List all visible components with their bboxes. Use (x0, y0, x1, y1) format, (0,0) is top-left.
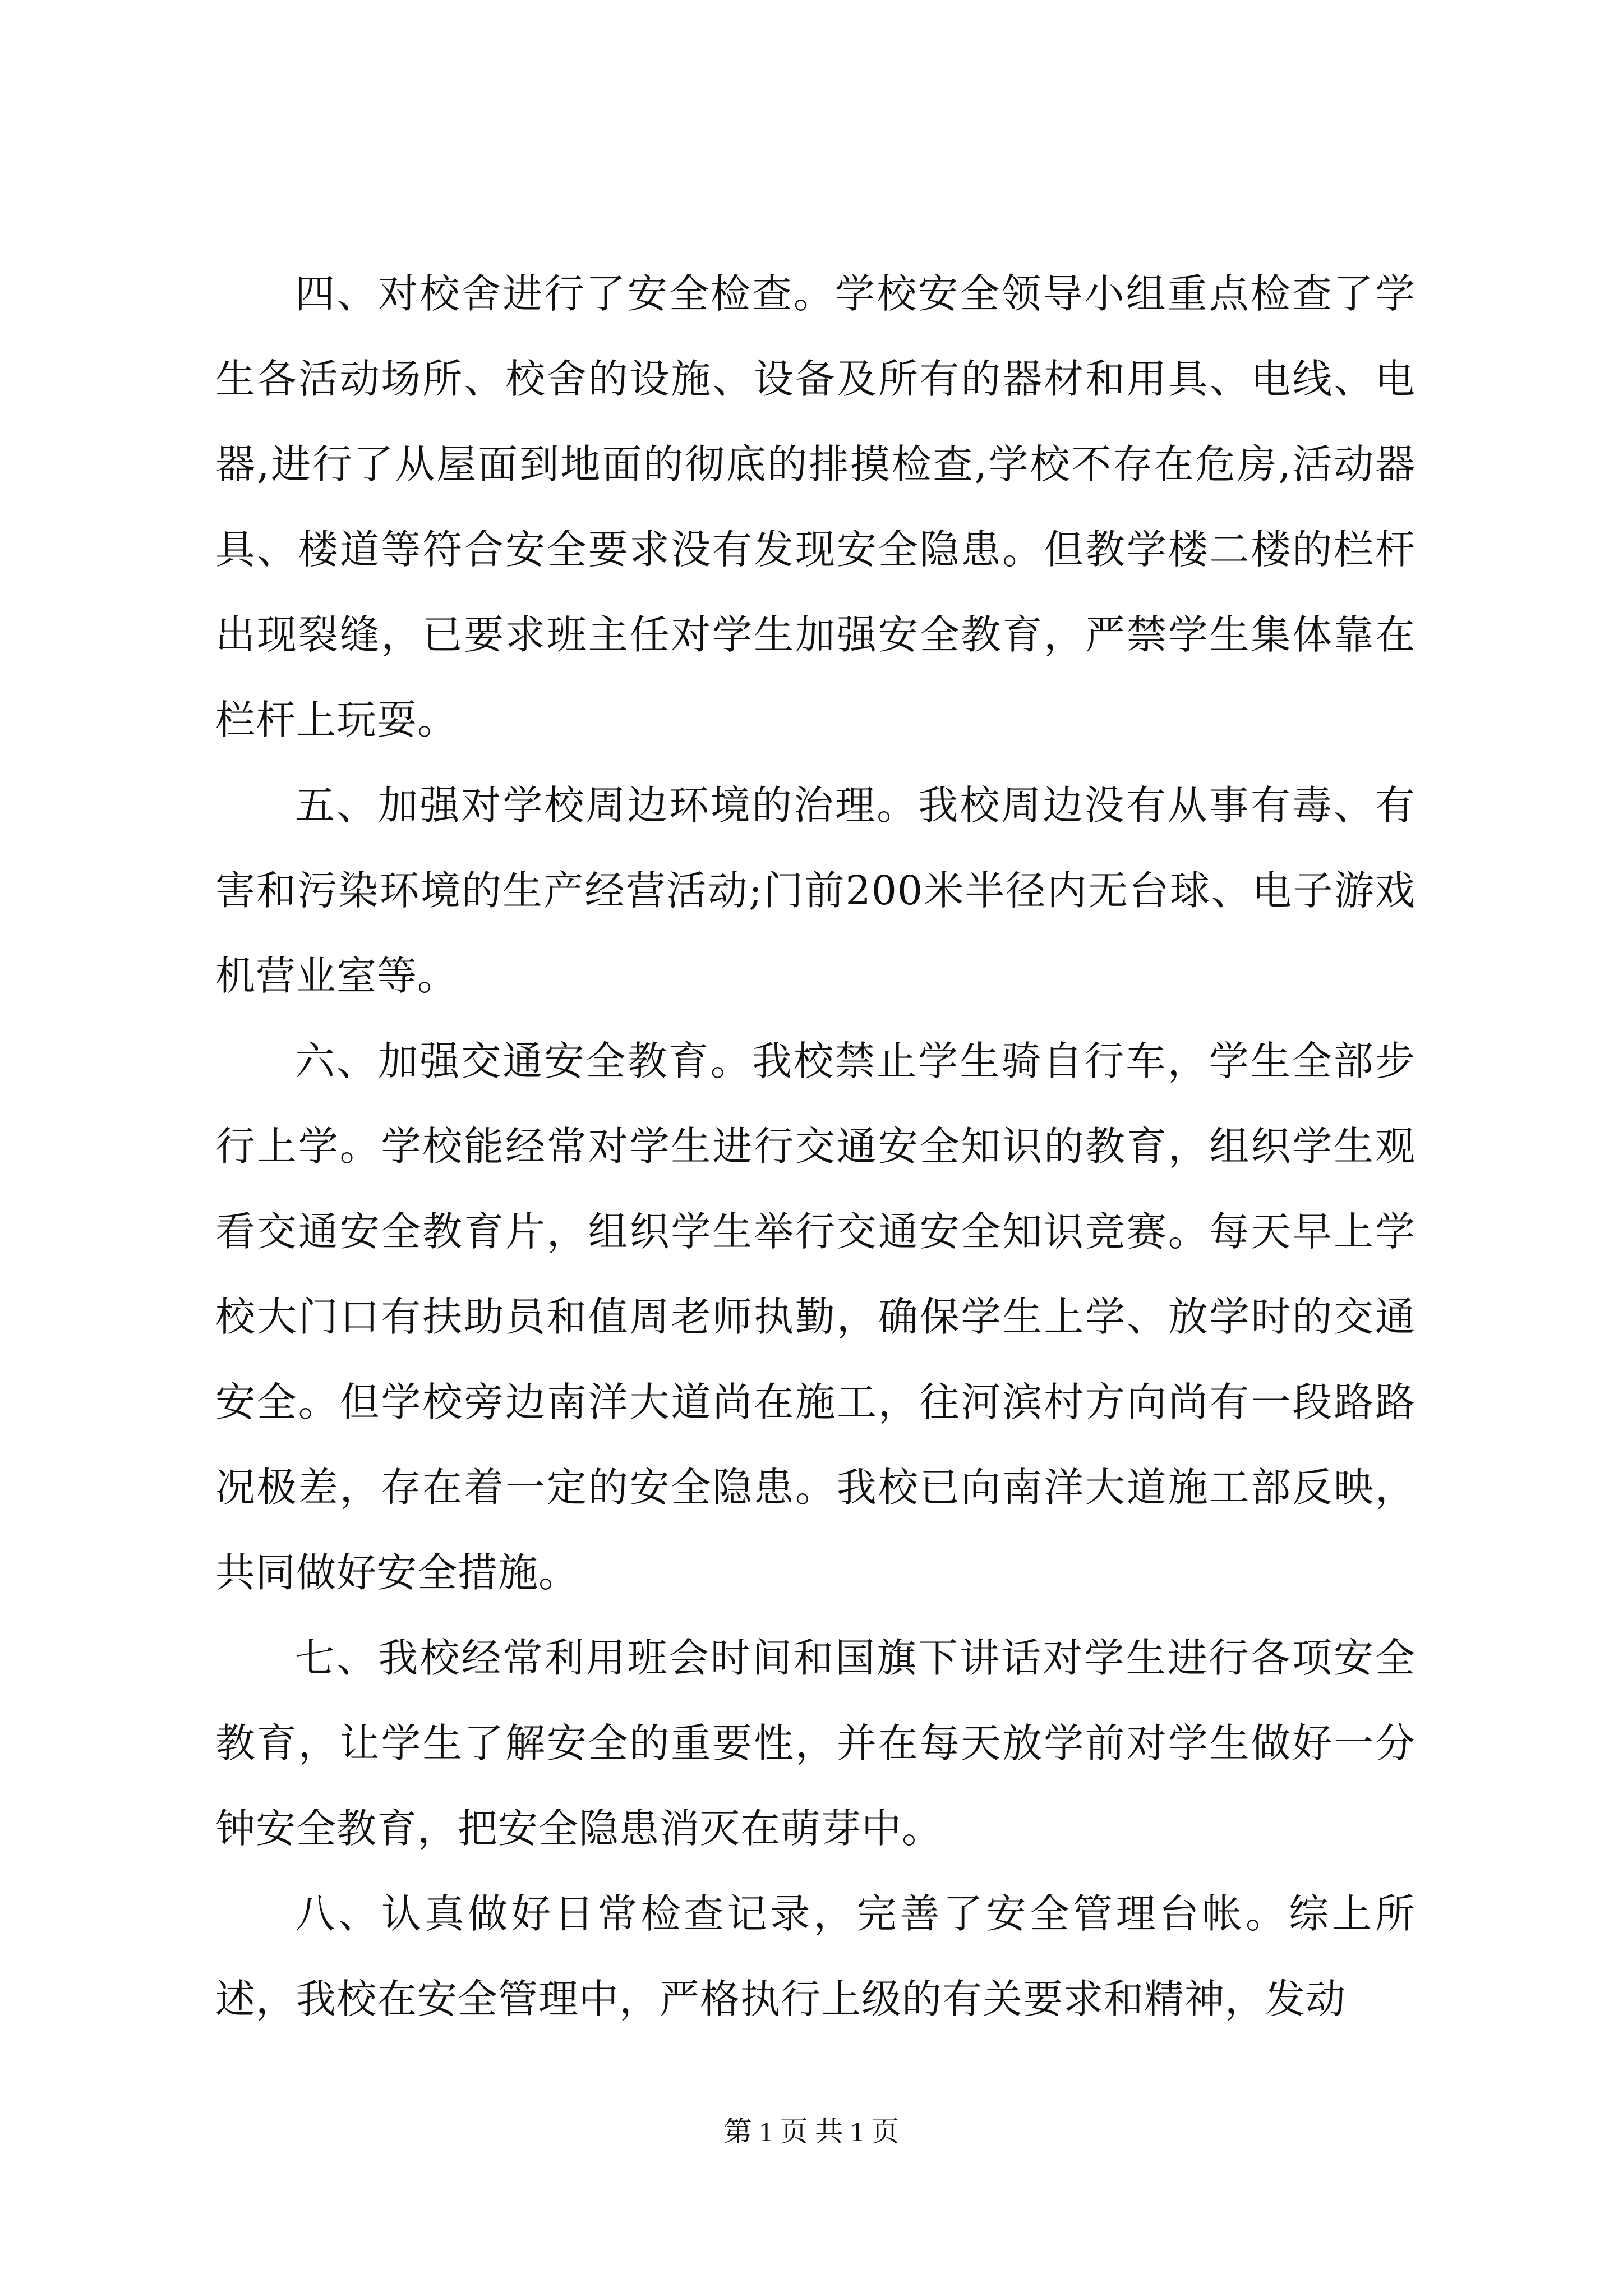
paragraph-section-6: 六、加强交通安全教育。我校禁止学生骑自行车，学生全部步行上学。学校能经常对学生进行交通安全知识的教育，组织学生观看交通安全教育片，组织学生举行交通安全知识竞赛。每天早上学校大门口有扶助员和值周老师执勤，确保学生上学、放学时的交通安全。但学校旁边南洋大道尚在施工，往河滨村方向尚有一段路路况极差，存在着一定的安全隐患。我校已向南洋大道施工部反映，共同做好安全措施。 (215, 1038, 1415, 1596)
document-body (215, 251, 1415, 2042)
paragraph-section-4: 四、对校舍进行了安全检查。学校安全领导小组重点检查了学生各活动场所、校舍的设施、设备及所有的器材和用具、电线、电器,进行了从屋面到地面的彻底的排摸检查,学校不存在危房,活动器具、楼道等符合安全要求没有发现安全隐患。但教学楼二楼的栏杆出现裂缝，已要求班主任对学生加强安全教育，严禁学生集体靠在栏杆上玩耍。 (215, 270, 1415, 743)
paragraph-section-7: 七、我校经常利用班会时间和国旗下讲话对学生进行各项安全教育，让学生了解安全的重要性，并在每天放学前对学生做好一分钟安全教育，把安全隐患消灭在萌芽中。 (215, 1635, 1415, 1852)
paragraph-section-8: 八、认真做好日常检查记录，完善了安全管理台帐。综上所述，我校在安全管理中，严格执行上级的有关要求和精神，发动 (215, 1890, 1415, 2022)
paragraph-section-5: 五、加强对学校周边环境的治理。我校周边没有从事有毒、有害和污染环境的生产经营活动;门前200米半径内无台球、电子游戏机营业室等。 (215, 782, 1415, 999)
page-number-footer: 第 1 页 共 1 页 (723, 2116, 900, 2147)
